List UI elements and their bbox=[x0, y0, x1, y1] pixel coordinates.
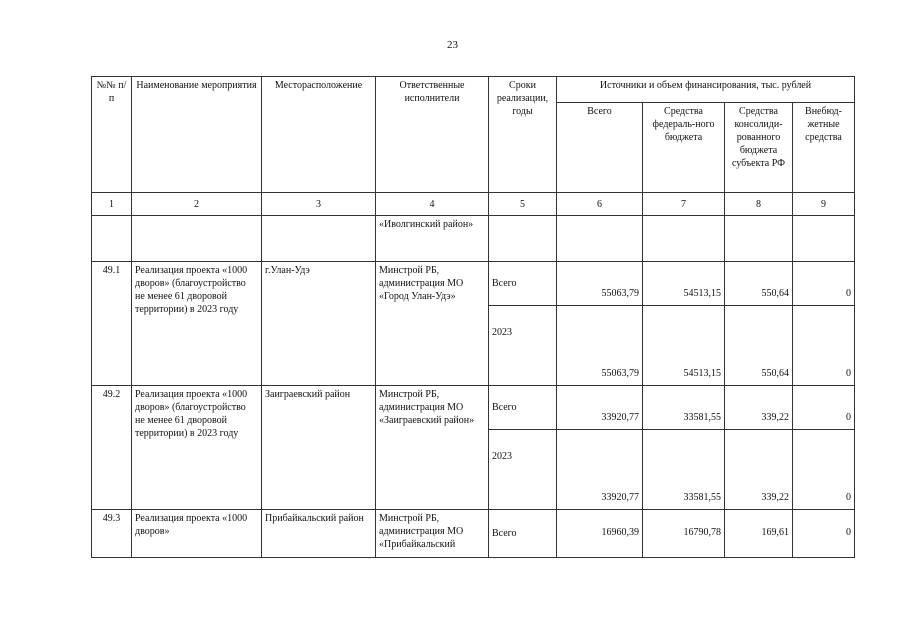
header-col-number: №№ п/п bbox=[92, 77, 132, 193]
row-extra: 0 bbox=[793, 510, 855, 558]
row-extra: 0 bbox=[793, 306, 855, 386]
header-col-regional: Средства консолиди-рованного бюджета субъекта РФ bbox=[725, 103, 793, 193]
row-number: 49.2 bbox=[92, 386, 132, 510]
continuation-row bbox=[92, 216, 855, 262]
table-row bbox=[92, 386, 855, 430]
header-row-1 bbox=[92, 77, 855, 103]
column-number: 4 bbox=[376, 193, 489, 216]
row-federal: 33581,55 bbox=[643, 386, 725, 430]
column-number: 9 bbox=[793, 193, 855, 216]
row-extra: 0 bbox=[793, 430, 855, 510]
row-federal: 54513,15 bbox=[643, 306, 725, 386]
row-total: 33920,77 bbox=[557, 430, 643, 510]
row-total: 55063,79 bbox=[557, 306, 643, 386]
column-number: 2 bbox=[132, 193, 262, 216]
header-col-extra: Внебюд-жетные средства bbox=[793, 103, 855, 193]
header-col-executor: Ответственные исполнители bbox=[376, 77, 489, 193]
row-federal: 16790,78 bbox=[643, 510, 725, 558]
row-name: Реализация проекта «1000 дворов» (благоустройство не менее 61 дворовой территории) в 2023 году bbox=[132, 262, 262, 386]
row-executor: Минстрой РБ, администрация МО «Город Улан-Удэ» bbox=[376, 262, 489, 386]
row-extra: 0 bbox=[793, 386, 855, 430]
header-col-period: Сроки реализации, годы bbox=[489, 77, 557, 193]
row-federal: 33581,55 bbox=[643, 430, 725, 510]
header-financing-group: Источники и объем финансирования, тыс. рублей bbox=[557, 77, 855, 103]
row-regional: 169,61 bbox=[725, 510, 793, 558]
financing-table bbox=[91, 76, 855, 558]
column-number: 7 bbox=[643, 193, 725, 216]
row-total: 55063,79 bbox=[557, 262, 643, 306]
header-col-location: Месторасположение bbox=[262, 77, 376, 193]
row-extra: 0 bbox=[793, 262, 855, 306]
row-regional: 339,22 bbox=[725, 430, 793, 510]
row-total: 33920,77 bbox=[557, 386, 643, 430]
table-row bbox=[92, 510, 855, 558]
header-col-total: Всего bbox=[557, 103, 643, 193]
header-col-federal: Средства федераль-ного бюджета bbox=[643, 103, 725, 193]
continuation-executor: «Иволгинский район» bbox=[376, 216, 489, 262]
column-number: 6 bbox=[557, 193, 643, 216]
row-period: 2023 bbox=[489, 306, 557, 386]
row-period: Всего bbox=[489, 386, 557, 430]
row-period: Всего bbox=[489, 510, 557, 558]
row-number: 49.3 bbox=[92, 510, 132, 558]
row-name: Реализация проекта «1000 дворов» bbox=[132, 510, 262, 558]
row-period: Всего bbox=[489, 262, 557, 306]
header-col-name: Наименование мероприятия bbox=[132, 77, 262, 193]
row-federal: 54513,15 bbox=[643, 262, 725, 306]
page-number: 23 bbox=[447, 39, 458, 51]
row-location: г.Улан-Удэ bbox=[262, 262, 376, 386]
row-executor: Минстрой РБ, администрация МО «Заиграевский район» bbox=[376, 386, 489, 510]
column-number: 8 bbox=[725, 193, 793, 216]
row-location: Заиграевский район bbox=[262, 386, 376, 510]
column-number: 3 bbox=[262, 193, 376, 216]
row-regional: 550,64 bbox=[725, 262, 793, 306]
row-regional: 550,64 bbox=[725, 306, 793, 386]
row-number: 49.1 bbox=[92, 262, 132, 386]
column-number: 1 bbox=[92, 193, 132, 216]
row-name: Реализация проекта «1000 дворов» (благоустройство не менее 61 дворовой территории) в 2023 году bbox=[132, 386, 262, 510]
row-regional: 339,22 bbox=[725, 386, 793, 430]
row-location: Прибайкальский район bbox=[262, 510, 376, 558]
column-number: 5 bbox=[489, 193, 557, 216]
row-executor: Минстрой РБ, администрация МО «Прибайкальский bbox=[376, 510, 489, 558]
column-numbers-row bbox=[92, 193, 855, 216]
row-period: 2023 bbox=[489, 430, 557, 510]
table-row bbox=[92, 262, 855, 306]
row-total: 16960,39 bbox=[557, 510, 643, 558]
